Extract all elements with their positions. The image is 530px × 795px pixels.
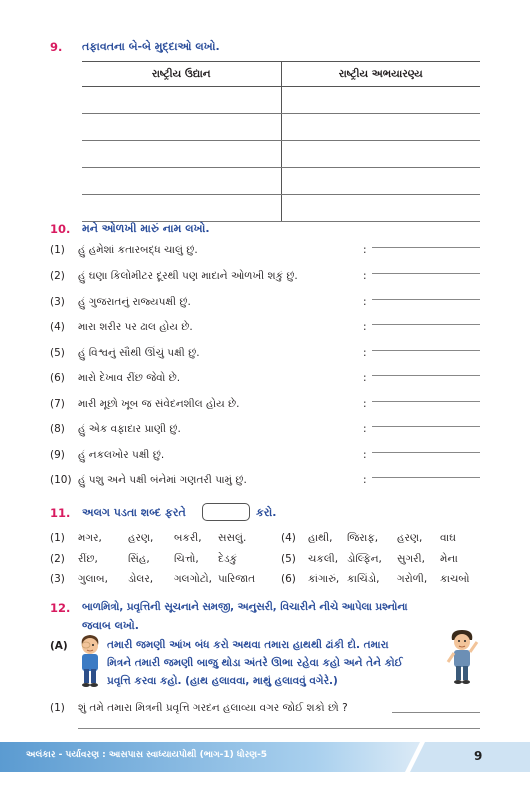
colon: :: [363, 347, 367, 359]
q9-cell[interactable]: [82, 168, 281, 195]
activity-label: (A): [50, 640, 68, 652]
q11-group-number: (5): [281, 553, 296, 565]
q10-item-text: હું પશુ અને પક્ષી બંનેમાં ગણતરી પામું છું.: [78, 474, 247, 486]
q10-item-text: મારા શરીર પર ઢાલ હોય છે.: [78, 321, 193, 333]
q10-item-text: હું એક વફાદાર પ્રાણી છું.: [78, 423, 181, 435]
q9-cell[interactable]: [82, 141, 281, 168]
q10-item-text: હું નકલખોર પક્ષી છું.: [78, 449, 165, 461]
colon: :: [363, 372, 367, 384]
q10-item-number: (9): [50, 449, 65, 461]
q10-item: [50, 474, 247, 488]
q11-word[interactable]: સસલું.: [218, 532, 247, 544]
q10-item-number: (4): [50, 321, 65, 333]
q11-word[interactable]: સિંહ,: [128, 553, 150, 565]
q10-item: [50, 244, 198, 258]
colon: :: [363, 244, 367, 256]
colon: :: [363, 449, 367, 461]
friend-waving-icon: [444, 628, 480, 688]
q10-item-number: (3): [50, 296, 65, 308]
q9-cell[interactable]: [281, 195, 480, 222]
q10-item: [50, 449, 164, 463]
q11-word[interactable]: ચકલી,: [308, 553, 339, 565]
q10-item-number: (2): [50, 270, 65, 282]
q9-number: 9.: [50, 40, 63, 54]
colon: :: [363, 296, 367, 308]
q12-sub1-number: (1): [50, 702, 65, 714]
q12-title-line2: જવાબ લખો.: [82, 619, 139, 632]
q11-word[interactable]: જિરાફ,: [347, 532, 379, 544]
answer-line[interactable]: [372, 299, 480, 300]
kid-covering-eye-icon: [76, 633, 104, 691]
q9-cell[interactable]: [281, 87, 480, 114]
q11-word[interactable]: ડોલ્ફિન,: [347, 553, 382, 565]
activity-line2: મિત્રને તમારી જમણી બાજુ થોડા અંતરે ઊભા રહેવા કહો અને તેને કોઈ: [107, 657, 403, 669]
q10-item-text: હું વિશ્વનું સૌથી ઊંચું પક્ષી છું.: [78, 347, 200, 359]
answer-line[interactable]: [372, 247, 480, 248]
q11-title-end: કરો.: [256, 506, 277, 519]
q11-word[interactable]: કાંગારું,: [308, 573, 340, 585]
q10-item-number: (1): [50, 244, 65, 256]
q9-table: [82, 61, 480, 222]
q12-title-line1: બાળમિત્રો, પ્રવૃત્તિની સૂચનાને સમજી, અનુસરી, વિચારીને નીચે આપેલા પ્રશ્નોના: [82, 601, 408, 613]
q10-number: 10.: [50, 222, 71, 236]
answer-line[interactable]: [372, 452, 480, 453]
q11-word[interactable]: રીંછ,: [78, 553, 98, 565]
q11-word[interactable]: હરણ,: [397, 532, 423, 544]
q11-group-number: (4): [281, 532, 296, 544]
q11-word[interactable]: હરણ,: [128, 532, 154, 544]
colon: :: [363, 474, 367, 486]
answer-line[interactable]: [372, 324, 480, 325]
circle-example-box: [202, 503, 250, 521]
q9-cell[interactable]: [82, 114, 281, 141]
q9-cell[interactable]: [82, 195, 281, 222]
q10-item: [50, 423, 181, 437]
q10-item-text: હું ગુજરાતનું રાજ્યપક્ષી છું.: [78, 296, 191, 308]
q11-number: 11.: [50, 506, 71, 520]
q9-title: તફાવતના બે-બે મુદ્દાઓ લખો.: [82, 40, 220, 53]
q9-cell[interactable]: [281, 168, 480, 195]
q10-item-text: મારો દેખાવ રીંછ જેવો છે.: [78, 372, 181, 384]
q10-item: [50, 321, 193, 335]
q10-item: [50, 347, 200, 361]
q9-col2-header: રાષ્ટ્રીય અભયારણ્ય: [281, 62, 480, 87]
q12-sub1-text: શું તમે તમારા મિત્રની પ્રવૃત્તિ ગરદન હલાવ્યા વગર જોઈ શકો છો ?: [78, 702, 348, 714]
colon: :: [363, 398, 367, 410]
q11-word[interactable]: ગુલાબ,: [78, 573, 108, 585]
q10-item-text: હું હમેશાં કતારબદ્ધ ચાલું છું.: [78, 244, 198, 256]
q9-cell[interactable]: [281, 141, 480, 168]
q10-item: [50, 296, 191, 310]
q11-word[interactable]: વાઘ: [440, 532, 456, 544]
colon: :: [363, 321, 367, 333]
q11-word[interactable]: બકરી,: [174, 532, 202, 544]
answer-line[interactable]: [372, 350, 480, 351]
q11-word[interactable]: ડોલર,: [128, 573, 154, 585]
q10-item-number: (6): [50, 372, 65, 384]
q10-item-number: (5): [50, 347, 65, 359]
footer-text: અલંકાર - પર્યાવરણ : આસપાસ સ્વાધ્યાયપોથી (ભાગ-1) ધોરણ-5: [26, 750, 268, 760]
q11-group-number: (3): [50, 573, 65, 585]
q11-word[interactable]: ગરોળી,: [397, 573, 428, 585]
q11-title: અલગ પડતા શબ્દ ફરતે: [82, 506, 186, 519]
answer-line[interactable]: [372, 375, 480, 376]
q11-word[interactable]: દેડકું: [218, 553, 238, 565]
q10-item-number: (7): [50, 398, 65, 410]
q11-word[interactable]: મગર,: [78, 532, 102, 544]
q10-item-text: હું ઘણા કિલોમીટર દૂરથી પણ માદાને ઓળખી શકું છું.: [78, 270, 298, 282]
q11-word[interactable]: પારિજાત: [218, 573, 256, 585]
q11-word[interactable]: કાચબો: [440, 573, 470, 585]
q10-title: મને ઓળખી મારું નામ લખો.: [82, 222, 210, 235]
answer-line[interactable]: [372, 477, 480, 478]
answer-line[interactable]: [392, 712, 480, 713]
q9-cell[interactable]: [82, 87, 281, 114]
activity-line3: પ્રવૃત્તિ કરવા કહો. (હાથ હલાવવા, માથું હલાવવું વગેરે.): [107, 675, 338, 687]
activity-line1: તમારી જમણી આંખ બંધ કરો અથવા તમારા હાથથી ઢાંકી દો. તમારા: [107, 639, 389, 651]
q10-item: [50, 270, 298, 284]
q10-item-text: મારી મૂછો ખૂબ જ સંવેદનશીલ હોય છે.: [78, 398, 240, 410]
answer-line[interactable]: [372, 401, 480, 402]
page-number: 9: [474, 749, 483, 763]
colon: :: [363, 423, 367, 435]
answer-line[interactable]: [372, 273, 480, 274]
q11-word[interactable]: સુગરી,: [397, 553, 425, 565]
q11-group-number: (2): [50, 553, 65, 565]
q10-item: [50, 398, 240, 412]
answer-line[interactable]: [372, 426, 480, 427]
q11-word[interactable]: કાચિંડો,: [347, 573, 380, 585]
q10-item-number: (8): [50, 423, 65, 435]
q9-cell[interactable]: [281, 114, 480, 141]
q11-group-number: (1): [50, 532, 65, 544]
q11-word[interactable]: હાથી,: [308, 532, 333, 544]
q10-item-number: (10): [50, 474, 72, 486]
colon: :: [363, 270, 367, 282]
q11-word[interactable]: ચિત્તો,: [174, 553, 199, 565]
q11-word[interactable]: ગલગોટો,: [174, 573, 212, 585]
q11-word[interactable]: મેના: [440, 553, 458, 565]
q10-item: [50, 372, 180, 386]
q9-col1-header: રાષ્ટ્રીય ઉદ્યાન: [82, 62, 281, 87]
q11-group-number: (6): [281, 573, 296, 585]
answer-line[interactable]: [78, 728, 480, 729]
q12-number: 12.: [50, 601, 71, 615]
